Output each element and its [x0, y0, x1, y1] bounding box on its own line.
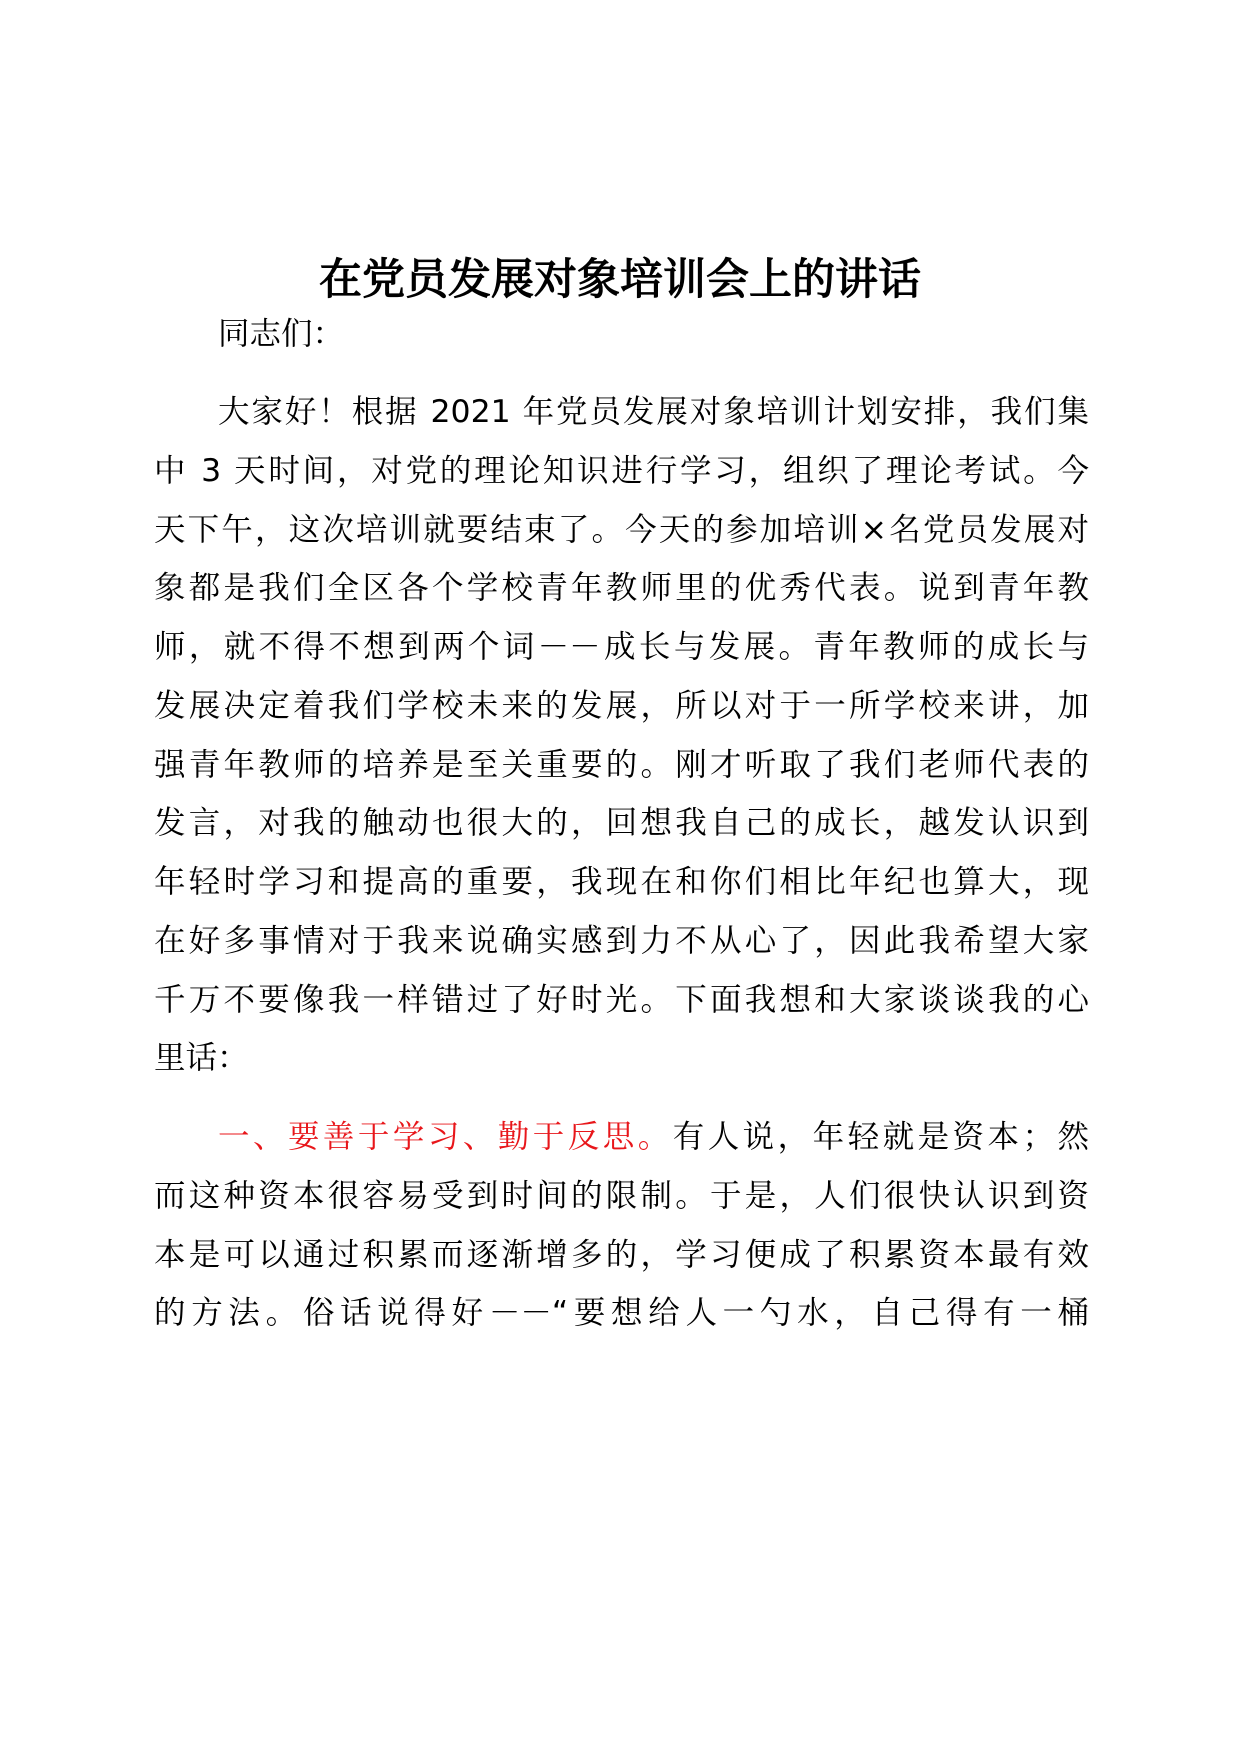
section-1-heading: 一、要善于学习、勤于反思。 [218, 1119, 673, 1155]
paragraph-line: 大家好！根据 2021 年党员发展对象培训计划安排，我们集 [218, 394, 1089, 430]
paragraph-line: 在好多事情对于我来说确实感到力不从心了，因此我希望大家 [154, 923, 1089, 959]
paragraph-line: 发展决定着我们学校未来的发展，所以对于一所学校来讲，加 [154, 688, 1089, 724]
paragraph-line: 发言，对我的触动也很大的，回想我自己的成长，越发认识到 [154, 805, 1089, 841]
document-title: 在党员发展对象培训会上的讲话 [319, 255, 921, 305]
salutation: 同志们： [218, 316, 345, 352]
paragraph-line: 本是可以通过积累而逐渐增多的，学习便成了积累资本最有效 [154, 1237, 1089, 1273]
paragraph-line: 强青年教师的培养是至关重要的。刚才听取了我们老师代表的 [154, 747, 1089, 783]
paragraph-line: 千万不要像我一样错过了好时光。下面我想和大家谈谈我的心 [154, 982, 1089, 1018]
section-1-first-line-text: 有人说，年轻就是资本；然 [672, 1119, 1089, 1155]
paragraph-line: 象都是我们全区各个学校青年教师里的优秀代表。说到青年教 [154, 570, 1089, 606]
paragraph-line: 师，就不得不想到两个词－－成长与发展。青年教师的成长与 [154, 629, 1089, 665]
paragraph-line: 年轻时学习和提高的重要，我现在和你们相比年纪也算大，现 [154, 864, 1089, 900]
paragraph-line: 里话： [154, 1040, 249, 1076]
paragraph-line: 中 3 天时间，对党的理论知识进行学习，组织了理论考试。今 [154, 453, 1089, 489]
paragraph-line: 的方法。俗话说得好－－“要想给人一勺水，自己得有一桶 [154, 1295, 1089, 1331]
paragraph-line: 天下午，这次培训就要结束了。今天的参加培训×名党员发展对 [154, 512, 1089, 548]
paragraph-line: 而这种资本很容易受到时间的限制。于是，人们很快认识到资 [154, 1178, 1089, 1214]
section-1-first-line [218, 1114, 1089, 1160]
